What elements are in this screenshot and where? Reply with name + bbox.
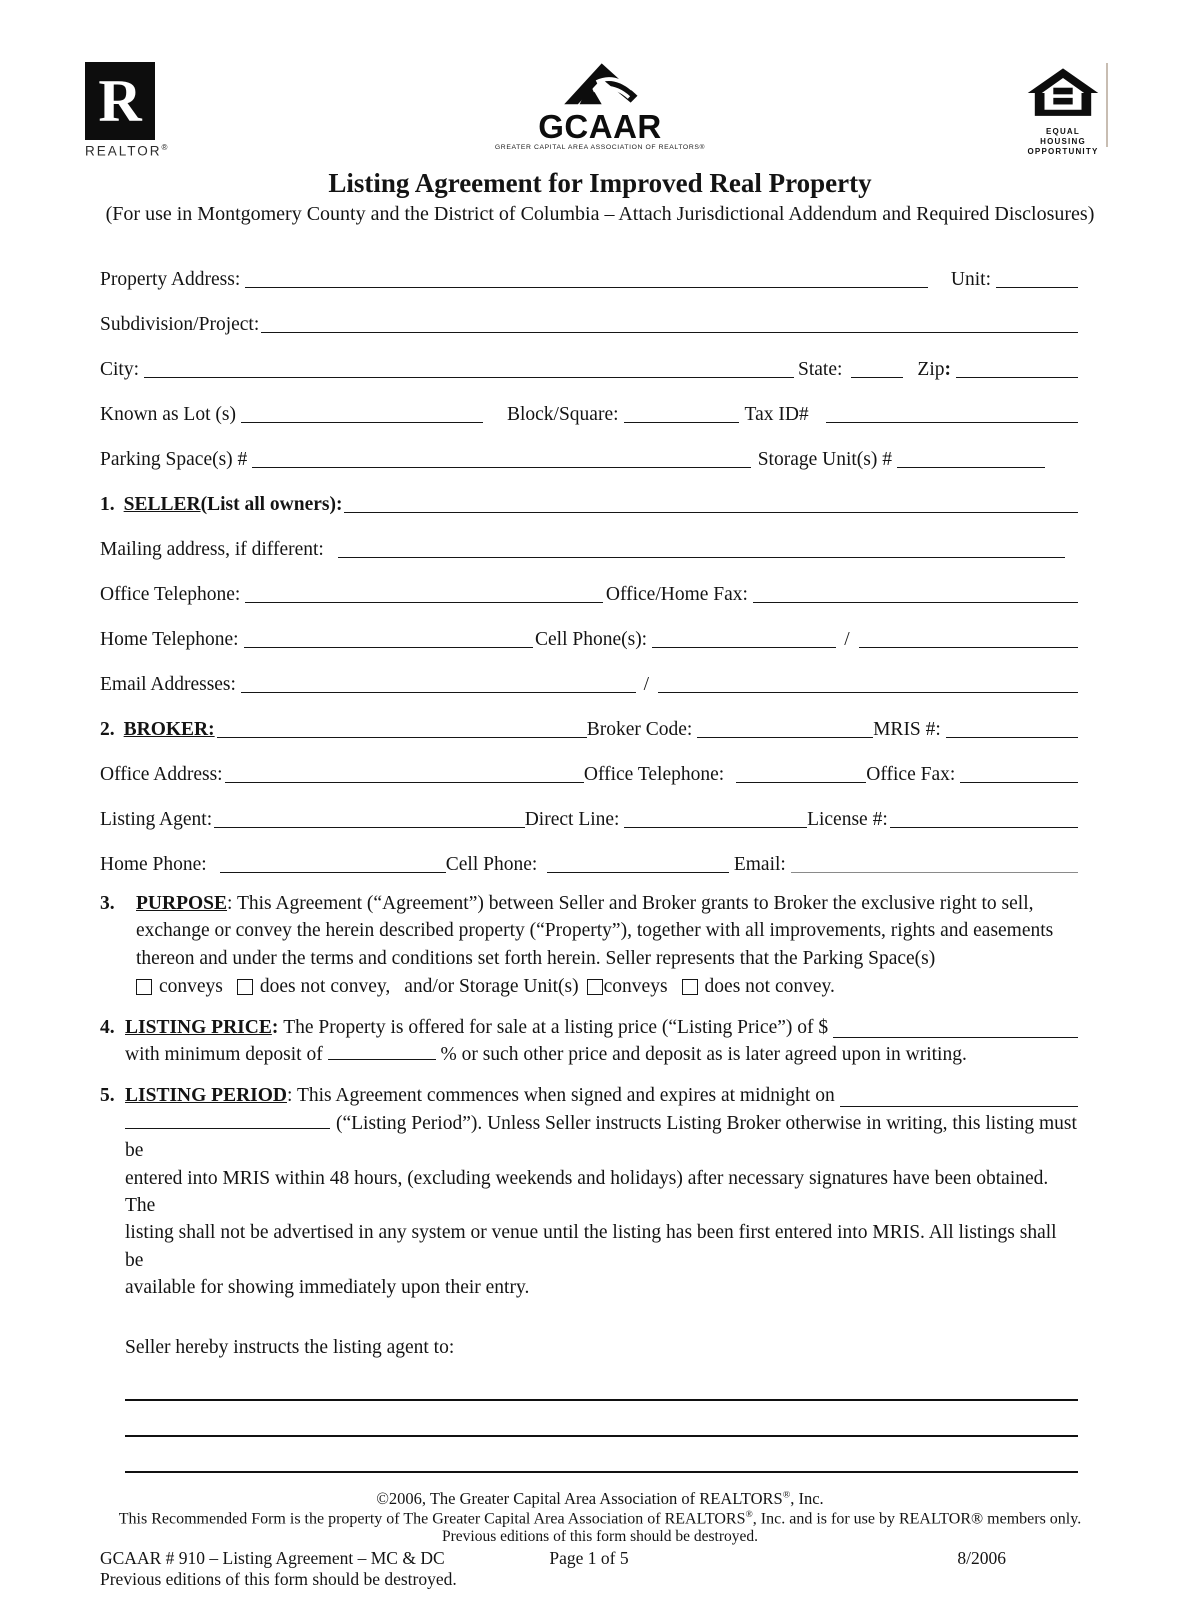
seller-email-line2 bbox=[658, 687, 1078, 693]
seller-label: SELLER bbox=[123, 494, 201, 515]
destroy-notice-center: Previous editions of this form should be destroyed. bbox=[442, 1528, 758, 1546]
field-row-seller-home-phone bbox=[100, 606, 1078, 651]
seller-line bbox=[344, 507, 1078, 513]
equal-housing-line1: EQUAL HOUSING bbox=[1040, 127, 1086, 146]
listing-price-line1 bbox=[125, 1014, 1078, 1041]
storage-does-not-convey-label: does not convey. bbox=[704, 976, 835, 998]
seller-office-fax-line bbox=[753, 597, 1078, 603]
listing-period-text3: entered into MRIS within 48 hours, (excluding weekends and holidays) after necessary signatures have been obtained. The bbox=[125, 1167, 1049, 1217]
equal-housing-line2: OPPORTUNITY bbox=[1027, 147, 1099, 156]
field-row-mailing-address bbox=[100, 516, 1078, 561]
equal-housing-label bbox=[1022, 127, 1104, 157]
listing-period-line2 bbox=[125, 1110, 1078, 1165]
section-listing-period bbox=[100, 1082, 1078, 1361]
purpose-andor-label: and/or Storage Unit(s) bbox=[404, 976, 579, 998]
equal-housing-house-icon bbox=[1026, 66, 1100, 120]
gcaar-roof-icon bbox=[548, 60, 652, 106]
parking-line bbox=[252, 462, 750, 468]
broker-email-line bbox=[791, 867, 1078, 873]
realtor-r-icon: R bbox=[85, 62, 155, 140]
expiration-date-line bbox=[840, 1101, 1078, 1107]
purpose-number: 3. bbox=[100, 893, 115, 914]
field-row-seller-office-phone bbox=[100, 561, 1078, 606]
section-broker-heading bbox=[100, 696, 1078, 741]
purpose-line3: thereon and under the terms and conditions set forth herein. Seller represents that the Parking Space(s) bbox=[136, 947, 936, 969]
listing-period-colon: : bbox=[287, 1085, 297, 1107]
form-id-text: GCAAR # 910 – Listing Agreement – MC & DC bbox=[100, 1548, 445, 1569]
broker-number: 2. bbox=[100, 719, 115, 740]
copyright-text: ©2006, The Greater Capital Area Association of REALTORS bbox=[376, 1489, 783, 1509]
mris-line bbox=[946, 732, 1078, 738]
seller-cell-slash: / bbox=[844, 629, 850, 650]
page-number-text: Page 1 of 5 bbox=[549, 1548, 629, 1569]
section-purpose bbox=[100, 890, 1078, 1001]
seller-home-telephone-label: Home Telephone: bbox=[100, 629, 239, 650]
broker-cell-phone-line bbox=[547, 867, 729, 873]
footer-meta-row bbox=[100, 1548, 1078, 1569]
broker-name-line bbox=[217, 732, 587, 738]
field-row-city-state-zip bbox=[100, 336, 1078, 381]
instruction-line-1 bbox=[125, 1365, 1078, 1401]
city-label: City: bbox=[100, 359, 140, 380]
seller-instruction-text: Seller hereby instructs the listing agent to: bbox=[125, 1336, 455, 1358]
deposit-post-text: % or such other price and deposit as is later agreed upon in writing. bbox=[440, 1044, 967, 1066]
seller-cell-phone-label: Cell Phone(s): bbox=[534, 629, 648, 650]
instruction-line-3 bbox=[125, 1437, 1078, 1473]
storage-conveys-checkbox bbox=[587, 979, 603, 995]
recommended-reg-mark: ® bbox=[745, 1509, 753, 1521]
destroy-notice-left: Previous editions of this form should be destroyed. bbox=[100, 1569, 457, 1590]
office-address-label: Office Address: bbox=[100, 764, 223, 785]
gcaar-logo bbox=[0, 60, 1200, 151]
listing-period-label: LISTING PERIOD bbox=[125, 1085, 287, 1107]
realtor-reg-mark: ® bbox=[161, 143, 170, 152]
direct-line-line bbox=[624, 822, 807, 828]
listing-price-text: The Property is offered for sale at a listing price (“Listing Price”) of $ bbox=[283, 1016, 829, 1038]
broker-email-label: Email: bbox=[733, 854, 786, 875]
field-row-listing-agent bbox=[100, 786, 1078, 831]
realtor-logo-text: REALTOR bbox=[85, 143, 162, 159]
mailing-address-label: Mailing address, if different: bbox=[100, 539, 324, 560]
zip-label-text: Zip bbox=[917, 359, 945, 380]
section-seller-heading bbox=[100, 471, 1078, 516]
state-line bbox=[851, 372, 903, 378]
seller-cell-phone-line2 bbox=[859, 642, 1078, 648]
lot-line bbox=[241, 417, 483, 423]
page-title: Listing Agreement for Improved Real Property bbox=[328, 168, 872, 198]
broker-code-line bbox=[697, 732, 873, 738]
gcaar-logo-name: GCAAR bbox=[538, 108, 662, 145]
purpose-checkbox-row bbox=[136, 973, 1078, 1000]
city-line bbox=[144, 372, 794, 378]
field-row-subdivision bbox=[100, 291, 1078, 336]
broker-home-phone-line bbox=[220, 867, 446, 873]
listing-period-number: 5. bbox=[100, 1085, 115, 1107]
header-vertical-rule bbox=[1106, 63, 1108, 147]
listing-price-colon: : bbox=[271, 1016, 284, 1038]
storage-does-not-convey-checkbox bbox=[682, 979, 698, 995]
block-square-line bbox=[624, 417, 739, 423]
broker-code-label: Broker Code: bbox=[586, 719, 693, 740]
listing-period-line1 bbox=[125, 1082, 1078, 1109]
broker-office-telephone-label: Office Telephone: bbox=[583, 764, 725, 785]
parking-label: Parking Space(s) # bbox=[100, 449, 248, 470]
purpose-colon: : bbox=[227, 893, 237, 914]
field-row-broker-home-phone bbox=[100, 831, 1078, 876]
seller-number: 1. bbox=[100, 494, 115, 515]
listing-agent-label: Listing Agent: bbox=[100, 809, 213, 830]
page-subtitle: (For use in Montgomery County and the District of Columbia – Attach Jurisdictional Addendum and Required Disclosures) bbox=[105, 203, 1095, 225]
field-row-lot-block-taxid bbox=[100, 381, 1078, 426]
zip-label bbox=[917, 359, 951, 381]
listing-price-number: 4. bbox=[100, 1016, 115, 1038]
copyright-suffix: , Inc. bbox=[790, 1489, 824, 1509]
license-line bbox=[890, 822, 1078, 828]
property-address-label: Property Address: bbox=[100, 269, 241, 290]
instruction-line-2 bbox=[125, 1401, 1078, 1437]
block-square-label: Block/Square: bbox=[506, 404, 619, 425]
unit-label: Unit: bbox=[950, 269, 991, 290]
state-label: State: bbox=[797, 359, 843, 380]
purpose-line2: exchange or convey the herein described property (“Property”), together with all improvements, rights and easements bbox=[136, 920, 1054, 942]
broker-cell-phone-label: Cell Phone: bbox=[445, 854, 538, 875]
seller-home-telephone-line bbox=[244, 642, 533, 648]
broker-label: BROKER: bbox=[123, 719, 215, 740]
office-fax-label: Office Fax: bbox=[866, 764, 956, 785]
deposit-pre-text: with minimum deposit of bbox=[125, 1044, 323, 1066]
listing-price-amount-line bbox=[833, 1032, 1078, 1038]
header-logos bbox=[0, 60, 1200, 160]
direct-line-label: Direct Line: bbox=[524, 809, 620, 830]
document-page bbox=[0, 60, 1200, 1609]
purpose-label: PURPOSE bbox=[136, 893, 228, 914]
lot-label: Known as Lot (s) bbox=[100, 404, 236, 425]
listing-price-line2 bbox=[125, 1041, 1078, 1068]
seller-cell-phone-line1 bbox=[652, 642, 836, 648]
seller-office-telephone-line bbox=[245, 597, 603, 603]
parking-does-not-convey-label: does not convey, bbox=[259, 976, 391, 998]
parking-does-not-convey-checkbox bbox=[237, 979, 253, 995]
page-footer bbox=[0, 1489, 1200, 1590]
field-row-seller-email bbox=[100, 651, 1078, 696]
gcaar-logo-tagline: GREATER CAPITAL AREA ASSOCIATION OF REALTORS® bbox=[494, 143, 706, 151]
listing-period-text: This Agreement commences when signed and expires at midnight on bbox=[296, 1085, 835, 1107]
purpose-line1: This Agreement (“Agreement”) between Seller and Broker grants to Broker the exclusive right to sell, bbox=[236, 893, 1034, 914]
listing-price-label: LISTING PRICE bbox=[125, 1016, 272, 1038]
listing-period-text5: available for showing immediately upon their entry. bbox=[125, 1277, 530, 1299]
office-address-line bbox=[225, 777, 584, 783]
property-address-line bbox=[245, 282, 928, 288]
subdivision-label: Subdivision/Project: bbox=[100, 314, 260, 335]
storage-conveys-label: conveys bbox=[603, 976, 668, 998]
zip-label-colon: : bbox=[944, 359, 951, 380]
expiration-date-line2 bbox=[125, 1115, 330, 1129]
storage-label: Storage Unit(s) # bbox=[757, 449, 892, 470]
zip-line bbox=[956, 372, 1078, 378]
seller-sublabel: (List all owners): bbox=[200, 494, 343, 515]
seller-office-telephone-label: Office Telephone: bbox=[100, 584, 241, 605]
parking-conveys-checkbox bbox=[136, 979, 152, 995]
listing-period-text4: listing shall not be advertised in any system or venue until the listing has been first entered into MRIS. All listings shall be bbox=[125, 1222, 1057, 1271]
office-fax-line bbox=[960, 777, 1078, 783]
copyright-reg-mark: ® bbox=[782, 1489, 791, 1501]
field-row-property-address bbox=[100, 246, 1078, 291]
listing-agent-line bbox=[214, 822, 525, 828]
form-body bbox=[100, 246, 1078, 1473]
seller-email-slash: / bbox=[643, 674, 650, 695]
instruction-blank-lines bbox=[125, 1365, 1078, 1473]
broker-office-telephone-line bbox=[736, 777, 866, 783]
deposit-percent-line bbox=[328, 1046, 436, 1060]
recommended-form-text: This Recommended Form is the property of The Greater Capital Area Association of REALTORS bbox=[118, 1510, 746, 1528]
equal-housing-logo bbox=[1022, 66, 1104, 157]
seller-email-line1 bbox=[241, 687, 636, 693]
taxid-label: Tax ID# bbox=[744, 404, 809, 425]
copyright-line bbox=[0, 1489, 1200, 1509]
revision-date-text: 8/2006 bbox=[957, 1548, 1006, 1569]
unit-line bbox=[996, 282, 1078, 288]
parking-conveys-label: conveys bbox=[159, 976, 223, 998]
mris-label: MRIS #: bbox=[873, 719, 941, 740]
seller-office-fax-label: Office/Home Fax: bbox=[605, 584, 748, 605]
broker-home-phone-label: Home Phone: bbox=[100, 854, 207, 875]
section-listing-price bbox=[100, 1014, 1078, 1069]
recommended-form-line bbox=[0, 1509, 1200, 1528]
storage-line bbox=[897, 462, 1045, 468]
taxid-line bbox=[826, 417, 1078, 423]
seller-email-label: Email Addresses: bbox=[100, 674, 236, 695]
listing-period-text2: (“Listing Period”). Unless Seller instructs Listing Broker otherwise in writing, this listing must be bbox=[125, 1112, 1077, 1162]
field-row-parking-storage bbox=[100, 426, 1078, 471]
mailing-address-line bbox=[338, 552, 1065, 558]
recommended-form-suffix: , Inc. and is for use by REALTOR® members only. bbox=[752, 1510, 1082, 1528]
field-row-broker-office-address bbox=[100, 741, 1078, 786]
subdivision-line bbox=[261, 327, 1078, 333]
license-label: License #: bbox=[807, 809, 888, 830]
